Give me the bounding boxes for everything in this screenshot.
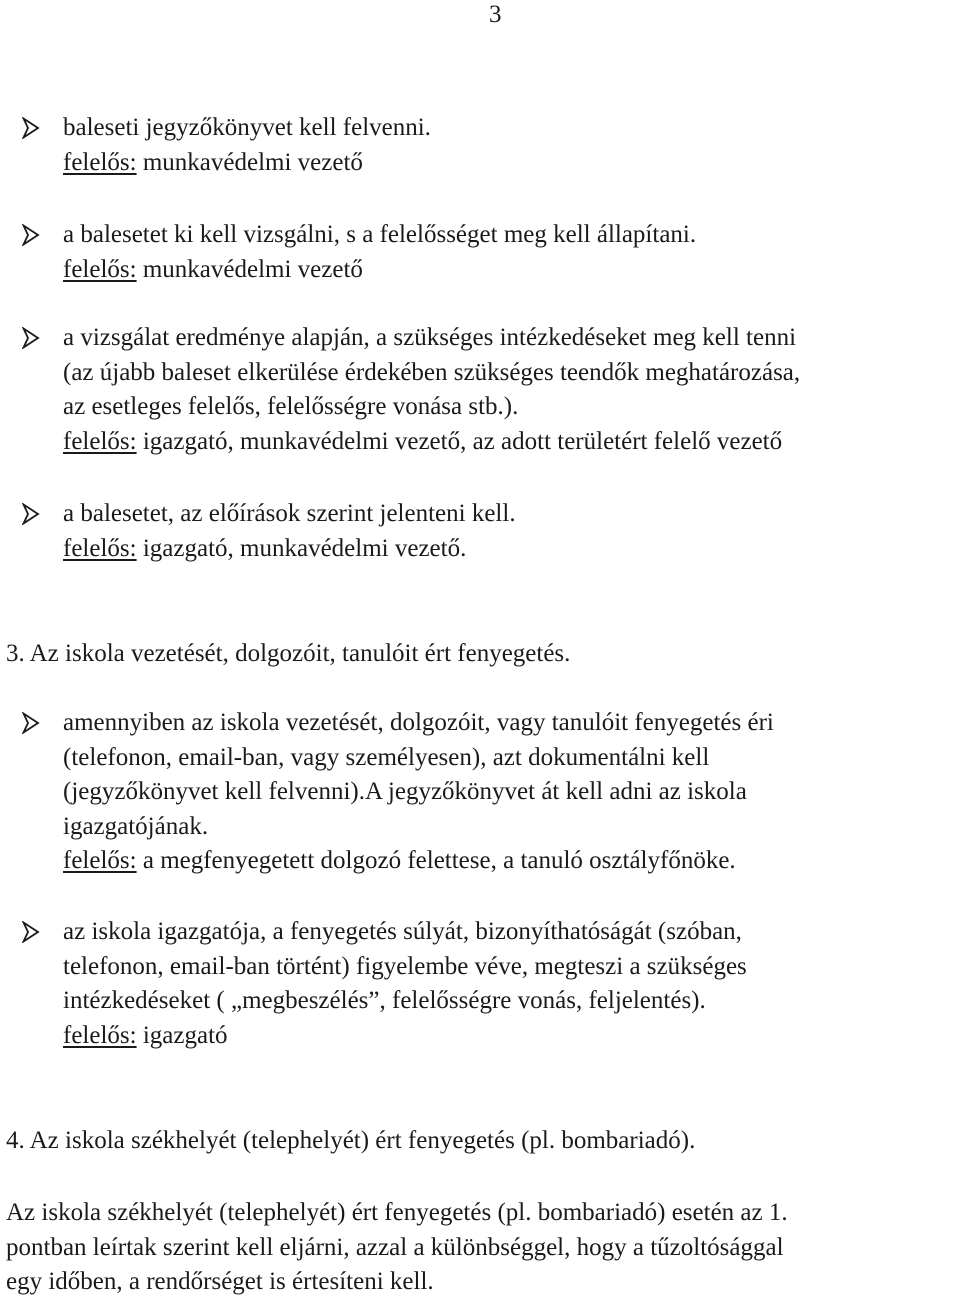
- responsible-label: felelős:: [63, 427, 137, 455]
- responsible-person: munkavédelmi vezető: [136, 148, 363, 176]
- arrow-bullet-icon: [22, 712, 40, 734]
- item-text: az esetleges felelős, felelősségre vonása stb.).: [63, 393, 519, 420]
- item-text: a balesetet ki kell vizsgálni, s a felelősséget meg kell állapítani.: [63, 221, 697, 248]
- page-number: 3: [489, 1, 502, 28]
- paragraph: [6, 1196, 956, 1300]
- item-text: (jegyzőkönyvet kell felvenni).A jegyzőkönyvet át kell adni az iskola: [63, 778, 747, 805]
- item-text: a vizsgálat eredménye alapján, a szükséges intézkedéseket meg kell tenni: [63, 324, 797, 351]
- item-text: telefonon, email-ban történt) figyelembe véve, megteszi a szükséges: [63, 952, 747, 980]
- responsible-label: felelős:: [63, 847, 137, 874]
- section-heading: 4. Az iskola székhelyét (telephelyét) ért fenyegetés (pl. bombariadó).: [6, 1127, 696, 1154]
- responsible-label: felelős:: [63, 534, 137, 562]
- responsible-person: igazgató: [136, 1021, 228, 1049]
- item-text: (telefonon, email-ban, vagy személyesen), azt dokumentálni kell: [63, 743, 710, 771]
- responsible-person: igazgató, munkavédelmi vezető.: [136, 534, 467, 562]
- arrow-bullet-icon: [22, 117, 40, 139]
- paragraph-line: Az iskola székhelyét (telephelyét) ért fenyegetés (pl. bombariadó) esetén az 1.: [6, 1199, 788, 1226]
- responsible-label: felelős:: [63, 148, 137, 176]
- responsible-person: a megfenyegetett dolgozó felettese, a tanuló osztályfőnöke.: [136, 847, 736, 874]
- item-text: a balesetet, az előírások szerint jelenteni kell.: [63, 500, 516, 527]
- arrow-bullet-icon: [22, 503, 40, 525]
- paragraph-line: pontban leírtak szerint kell eljárni, azzal a különbséggel, hogy a tűzoltósággal: [6, 1233, 784, 1261]
- arrow-bullet-icon: [22, 327, 40, 349]
- section-heading: 3. Az iskola vezetését, dolgozóit, tanulóit ért fenyegetés.: [6, 640, 571, 667]
- responsible-person: igazgató, munkavédelmi vezető, az adott területért felelő vezető: [136, 427, 783, 455]
- item-text: igazgatójának.: [63, 812, 209, 840]
- item-text: baleseti jegyzőkönyvet kell felvenni.: [63, 114, 431, 141]
- item-text: az iskola igazgatója, a fenyegetés súlyát, bizonyíthatóságát (szóban,: [63, 918, 742, 945]
- item-text: intézkedéseket ( „megbeszélés”, felelősségre vonás, feljelentés).: [63, 987, 706, 1014]
- responsible-label: felelős:: [63, 255, 137, 283]
- responsible-person: munkavédelmi vezető: [136, 255, 363, 283]
- item-text: (az újabb baleset elkerülése érdekében szükséges teendők meghatározása,: [63, 358, 801, 386]
- arrow-bullet-icon: [22, 921, 40, 943]
- paragraph-line: egy időben, a rendőrséget is értesíteni kell.: [6, 1268, 434, 1295]
- item-text: amennyiben az iskola vezetését, dolgozóit, vagy tanulóit fenyegetés éri: [63, 709, 774, 736]
- arrow-bullet-icon: [22, 224, 40, 246]
- responsible-label: felelős:: [63, 1021, 137, 1049]
